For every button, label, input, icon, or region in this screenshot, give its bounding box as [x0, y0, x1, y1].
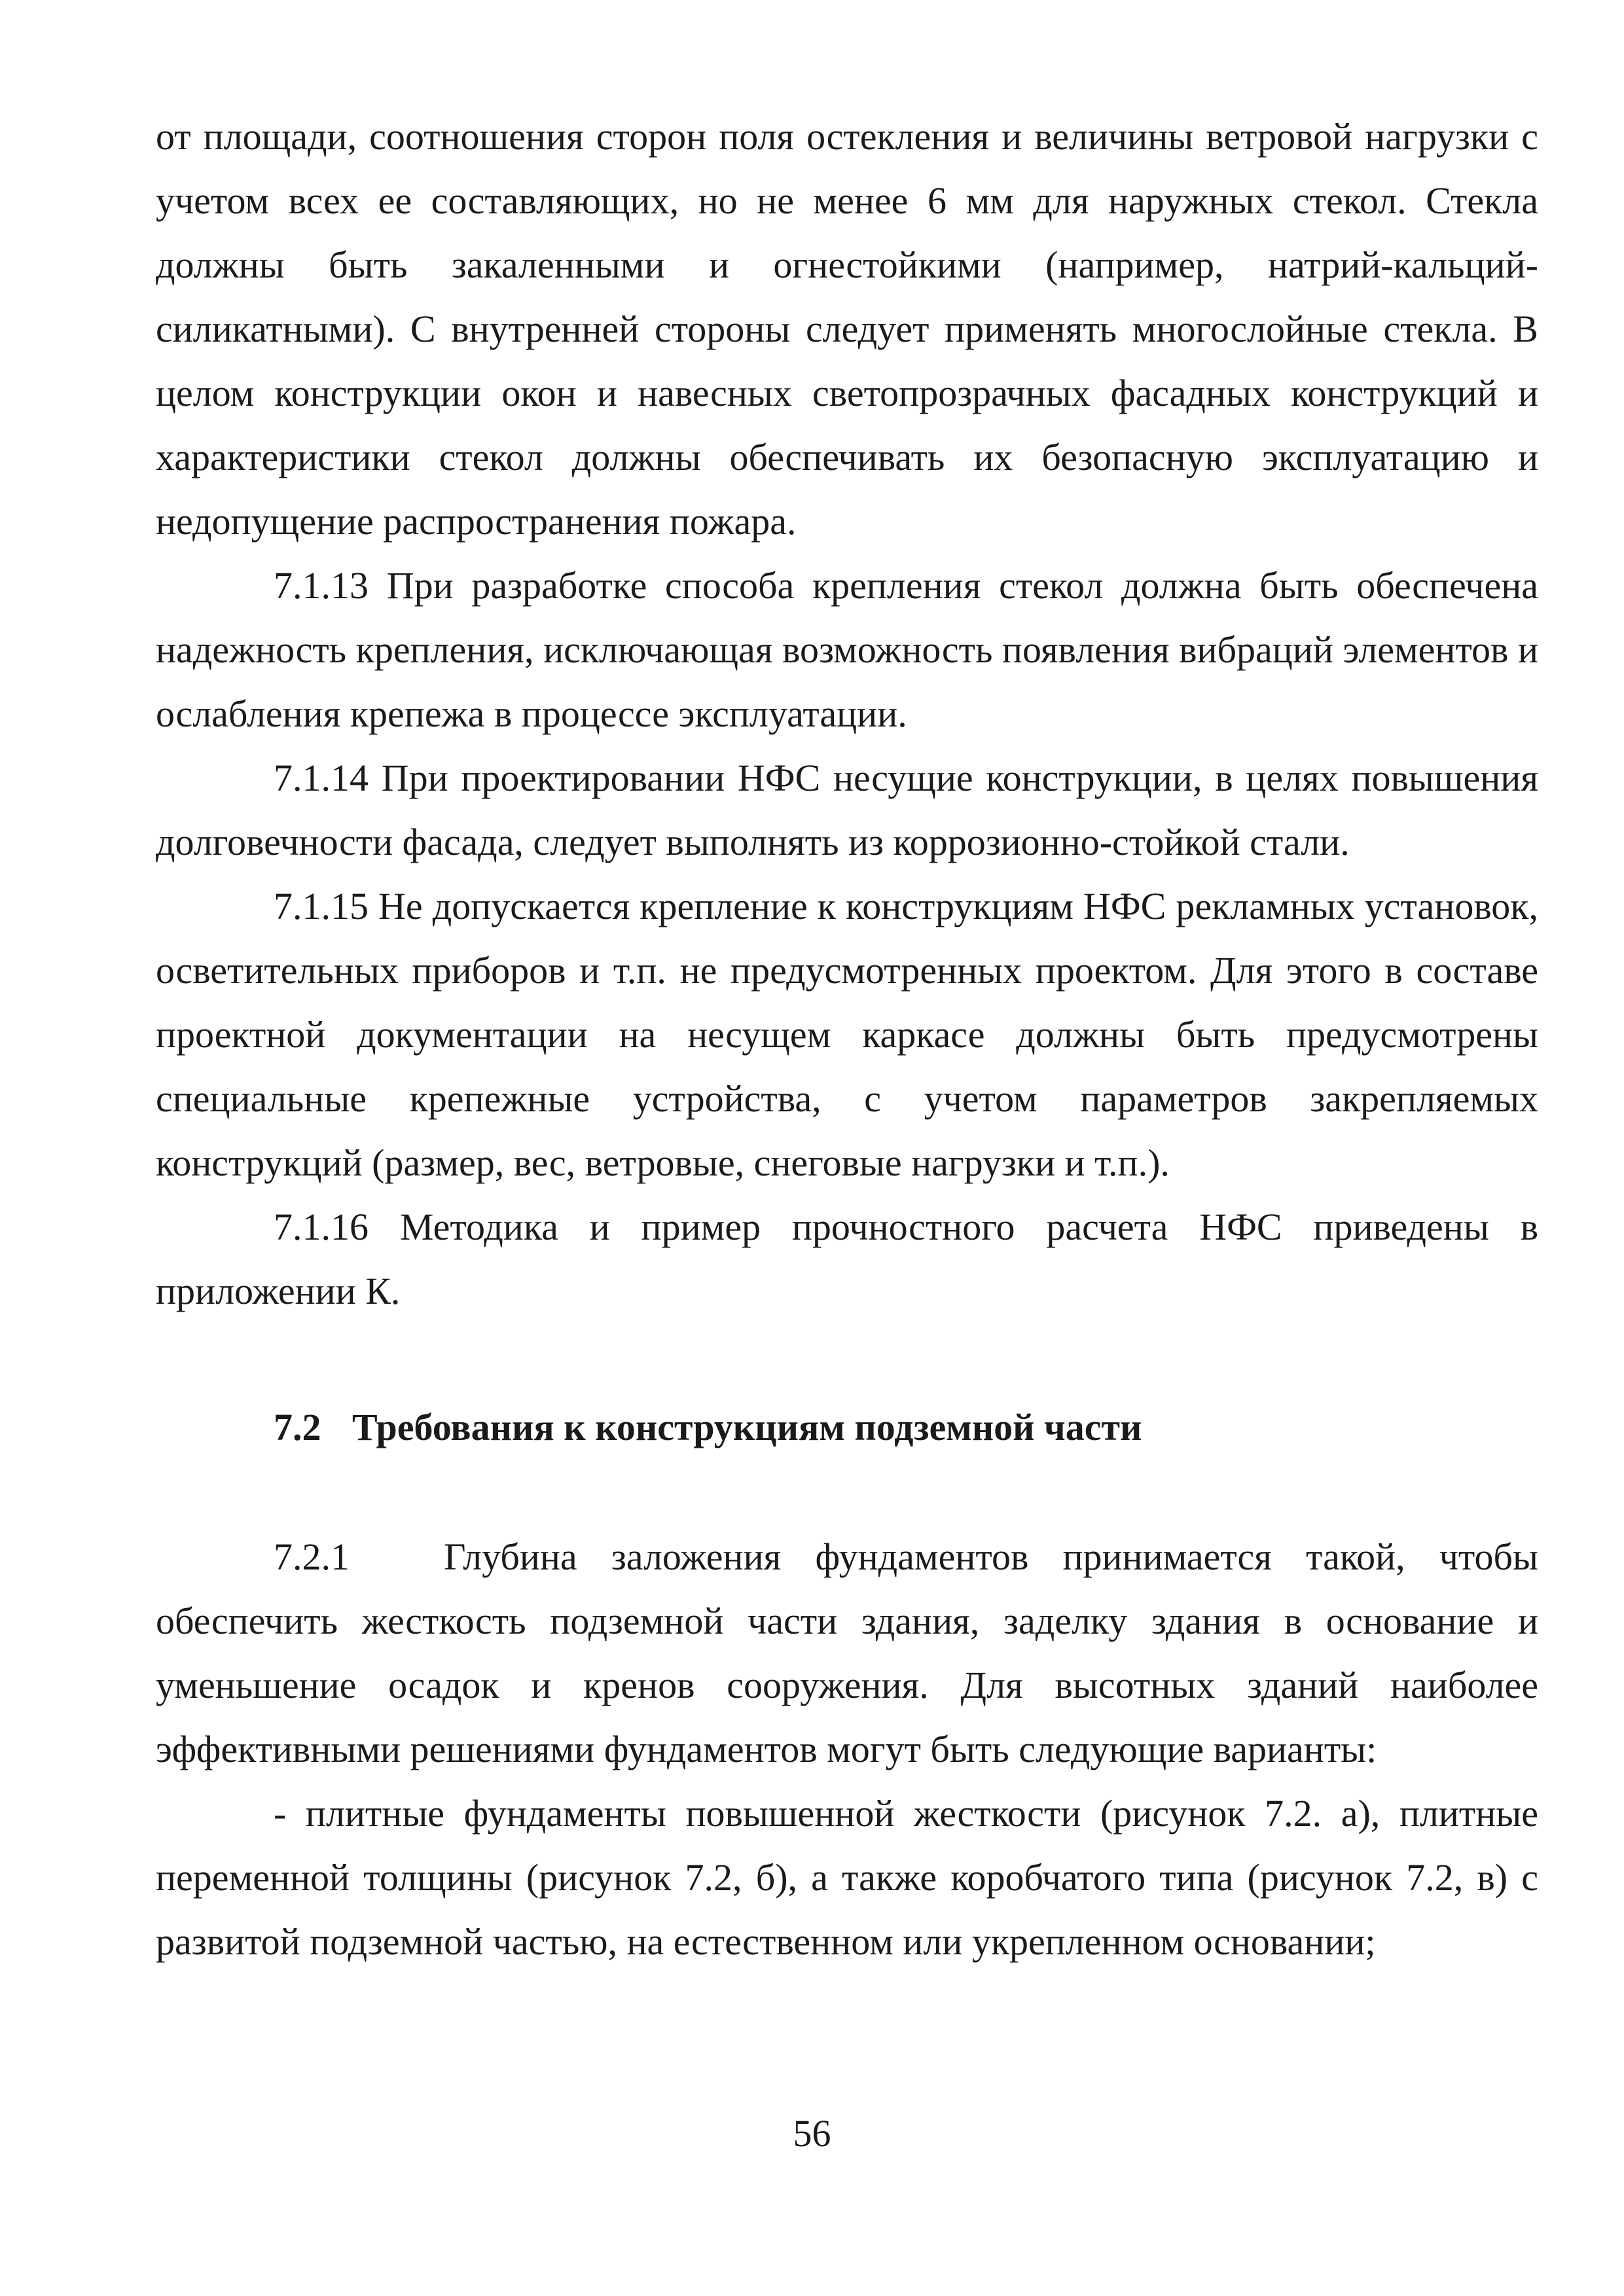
clause-number: 7.2.1: [274, 1535, 350, 1578]
paragraph-7-2-1: [156, 1525, 1538, 1782]
section-title: Требования к конструкциям подземной части: [352, 1406, 1142, 1448]
section-number: 7.2: [274, 1406, 321, 1448]
paragraph-7-1-14: 7.1.14 При проектировании НФС несущие конструкции, в целях повышения долговечности фасада, следует выполнять из коррозионно-стойкой стали.: [156, 757, 1538, 863]
clause-text: Глубина заложения фундаментов принимается такой, чтобы обеспечить жесткость подземной части здания, заделку здания в основание и уменьшение осадок и кренов сооружения. Для высотных зданий наиболее эффективными решениями фундаментов могут быть следующие варианты:: [156, 1535, 1538, 1770]
paragraph-7-1-16: 7.1.16 Методика и пример прочностного расчета НФС приведены в приложении К.: [156, 1206, 1538, 1312]
paragraph-continuation: от площади, соотношения сторон поля остекления и величины ветровой нагрузки с учетом всех ее составляющих, но не менее 6 мм для наружных стекол. Стекла должны быть закаленными и огнестойкими (например, натрий-кальций-силикатными). С внутренней стороны следует применять многослойные стекла. В целом конструкции окон и навесных светопрозрачных фасадных конструкций и характеристики стекол должны обеспечивать их безопасную эксплуатацию и недопущение распространения пожара.: [156, 115, 1538, 543]
paragraph-7-1-13: 7.1.13 При разработке способа крепления стекол должна быть обеспечена надежность крепления, исключающая возможность появления вибраций элементов и ослабления крепежа в процессе эксплуатации.: [156, 564, 1538, 735]
list-item: - плитные фундаменты повышенной жесткости (рисунок 7.2. а), плитные переменной толщины (рисунок 7.2, б), а также коробчатого типа (рисунок 7.2, в) с развитой подземной частью, на естественном или укрепленном основании;: [156, 1792, 1538, 1963]
spacer: [156, 1323, 1538, 1395]
page-body: [156, 105, 1538, 1974]
spacer: [156, 1460, 1538, 1525]
paragraph-7-1-15: 7.1.15 Не допускается крепление к конструкциям НФС рекламных установок, осветительных приборов и т.п. не предусмотренных проектом. Для этого в составе проектной документации на несущем каркасе должны быть предусмотрены специальные крепежные устройства, с учетом параметров закрепляемых конструкций (размер, вес, ветровые, снеговые нагрузки и т.п.).: [156, 885, 1538, 1184]
section-heading: [156, 1395, 1538, 1460]
page-number: 56: [793, 2112, 831, 2155]
